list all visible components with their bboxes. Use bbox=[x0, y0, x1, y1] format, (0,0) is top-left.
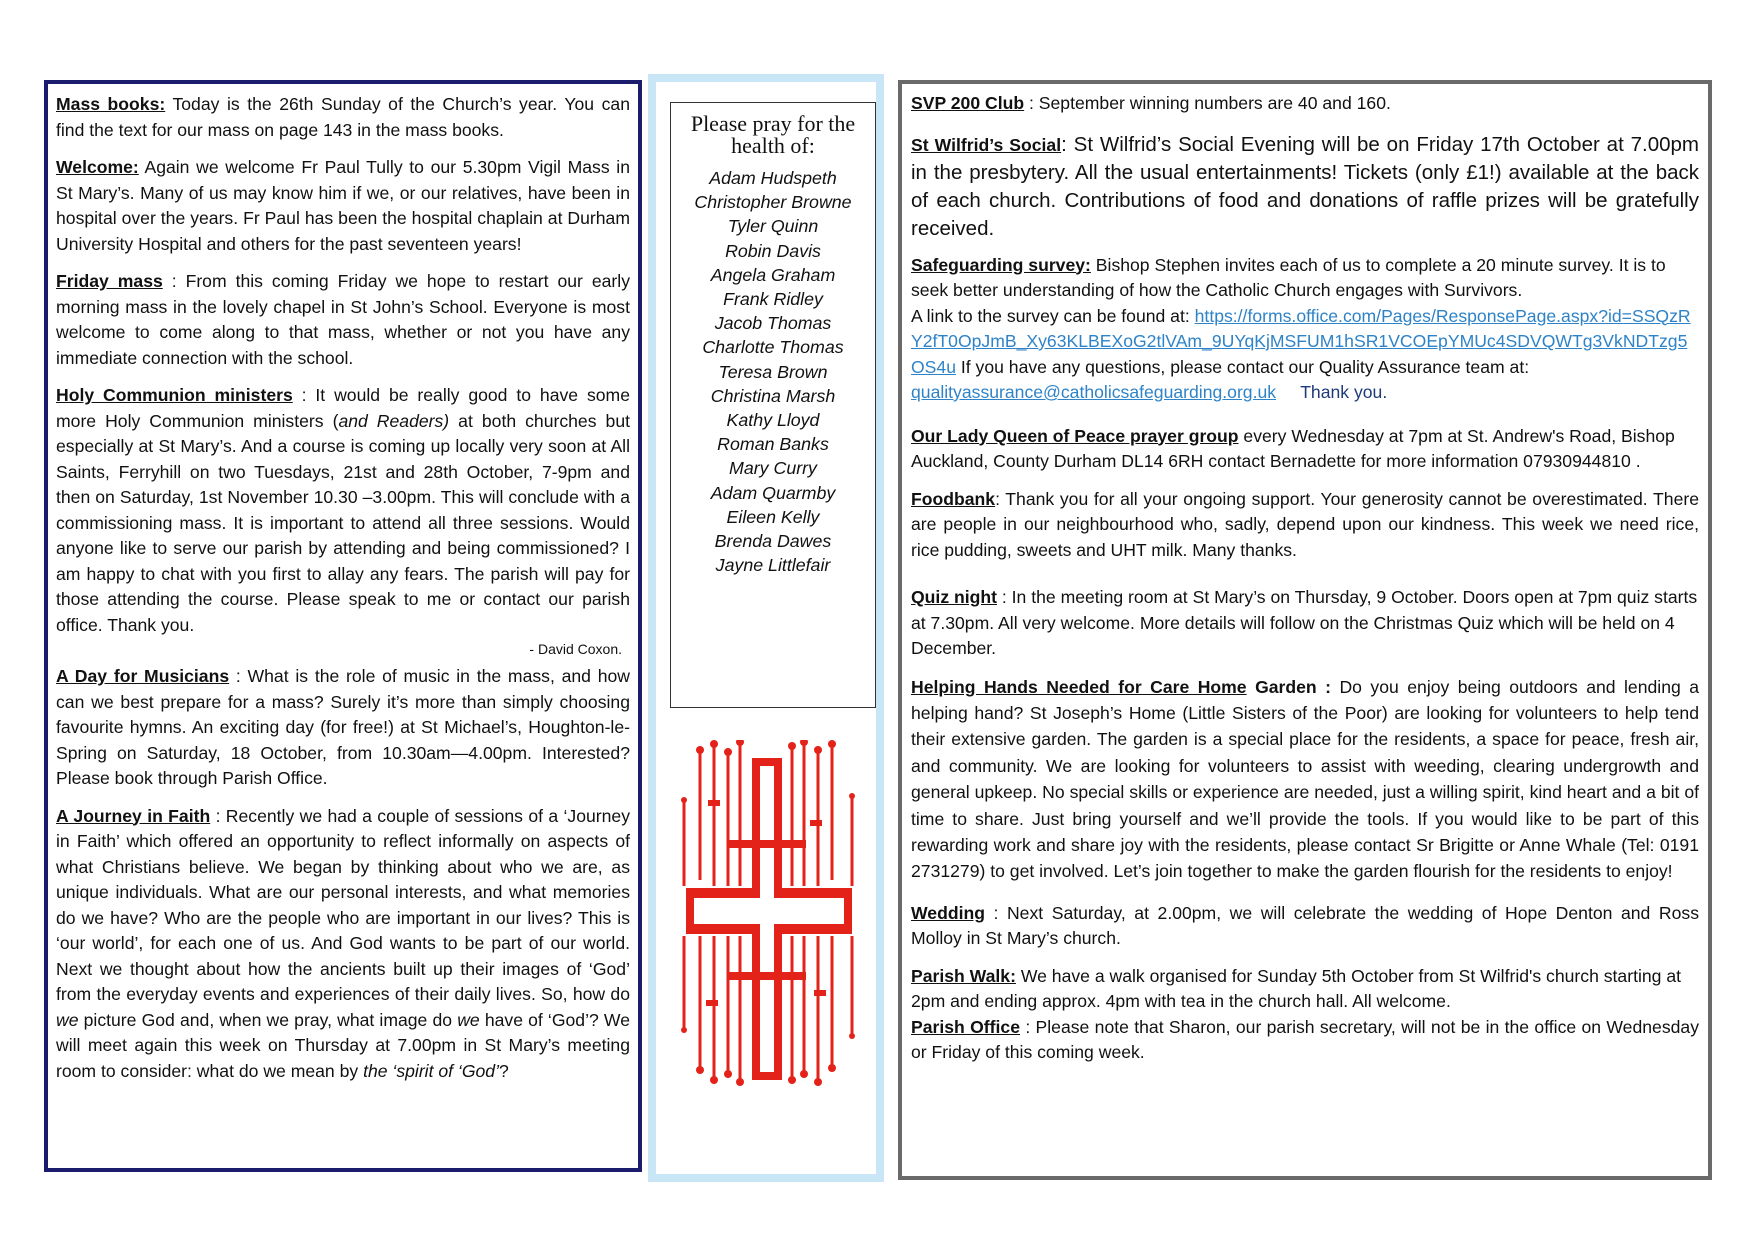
prayer-name: Tyler Quinn bbox=[727, 216, 819, 237]
parish-walk-heading: Parish Walk: bbox=[911, 965, 1016, 986]
journey-we-2: we bbox=[457, 1009, 480, 1030]
right-column bbox=[898, 80, 1712, 1180]
wilfrid-notice bbox=[911, 131, 1699, 243]
prayer-group-heading: Our Lady Queen of Peace prayer group bbox=[911, 425, 1239, 446]
mass-books-text: Today is the 26th Sunday of the Church’s year. You can find the text for our mass on page 143 in the mass books. bbox=[56, 94, 630, 140]
mass-books-heading: Mass books: bbox=[56, 94, 166, 114]
cross-graphic bbox=[680, 740, 858, 1086]
prayer-group-notice bbox=[911, 424, 1699, 475]
mass-books-notice bbox=[56, 92, 630, 143]
wilfrid-heading: St Wilfrid’s Social bbox=[911, 134, 1062, 155]
journey-text-3: have of ‘God’? We will meet again this week on Thursday at 7.00pm in St Mary’s meeting room to consider: what do we mean by bbox=[56, 1009, 630, 1081]
safeguarding-notice bbox=[911, 253, 1699, 406]
safeguarding-email-link[interactable]: qualityassurance@catholicsafeguarding.org.uk bbox=[911, 382, 1277, 402]
musicians-notice bbox=[56, 664, 630, 792]
safeguarding-link-intro: A link to the survey can be found at: bbox=[911, 305, 1195, 326]
safeguarding-heading: Safeguarding survey: bbox=[911, 254, 1091, 275]
middle-column bbox=[648, 74, 884, 1182]
survey-link[interactable]: https://forms.office.com/Pages/ResponsePage.aspx?id=SSQzRY2fT0OpJmB_Xy63KLBEXoG2tlVAm_9UYqKjMSFUM1hSR1VCOEpYMUc4SDVQWTg3VkNDTzg5OS4u bbox=[911, 305, 1691, 377]
parish-office-heading: Parish Office bbox=[911, 1016, 1020, 1037]
prayer-name: Teresa Brown bbox=[718, 361, 828, 382]
prayer-name: Kathy Lloyd bbox=[726, 410, 820, 431]
journey-text-2: picture God and, when we pray, what image do bbox=[78, 1009, 458, 1030]
holy-communion-text-a: : It would be really good to have some more Holy Communion ministers ( bbox=[56, 385, 630, 431]
wedding-notice bbox=[911, 901, 1699, 952]
helping-hands-heading-b: Garden : bbox=[1246, 676, 1331, 697]
prayer-list-title: Please pray for the health of: bbox=[690, 111, 856, 158]
prayer-name: Roman Banks bbox=[717, 434, 829, 455]
holy-communion-italic: and Readers) bbox=[338, 410, 450, 431]
friday-mass-heading: Friday mass bbox=[56, 271, 163, 291]
svp-heading: SVP 200 Club bbox=[911, 93, 1025, 113]
foodbank-notice bbox=[911, 487, 1699, 564]
holy-communion-text-b: at both churches but especially at St Mary’s. And a course is coming up locally very soon at All Saints, Ferryhill on two Tuesdays, 21st and 28th October, 7-9pm and then on Saturday, 1st November 10.30 –3.00pm. This will conclude with a commissioning mass. It is important to attend all three sessions. Would anyone like to serve our parish by attending and being commissioned? I am happy to chat with you first to allay any fears. The parish will pay for those attending the course. Please speak to me or contact our parish office. Thank you. bbox=[56, 410, 630, 635]
prayer-group-text: every Wednesday at 7pm at St. Andrew's Road, Bishop Auckland, County Durham DL14 6RH contact Bernadette for more information 07930944810 . bbox=[911, 425, 1675, 471]
parish-office-text: : Please note that Sharon, our parish secretary, will not be in the office on Wednesday or Friday of this coming week. bbox=[911, 1016, 1699, 1063]
prayer-name: Eileen Kelly bbox=[726, 506, 820, 527]
helping-hands-heading: Helping Hands Needed for Care Home bbox=[911, 676, 1247, 697]
prayer-list-box bbox=[670, 102, 876, 708]
wilfrid-text: : St Wilfrid’s Social Evening will be on Friday 17th October at 7.00pm in the presbytery. All the usual entertainments! Tickets (only £1!) available at the back of each church. Contributions of food and donations of raffle prizes will be gratefully received. bbox=[911, 132, 1699, 240]
safeguarding-thanks: Thank you. bbox=[1300, 382, 1388, 402]
prayer-name: Christopher Browne bbox=[694, 192, 852, 213]
prayer-name: Charlotte Thomas bbox=[702, 337, 844, 358]
parish-walk-text: We have a walk organised for Sunday 5th October from St Wilfrid's church starting at 2pm and ending approx. 4pm with tea in the church hall. All welcome. bbox=[911, 965, 1682, 1012]
quiz-heading: Quiz night bbox=[911, 587, 997, 607]
prayer-name: Christina Marsh bbox=[710, 385, 836, 406]
holy-communion-heading: Holy Communion ministers bbox=[56, 385, 293, 405]
svp-text: : September winning numbers are 40 and 160. bbox=[1024, 93, 1391, 113]
journey-spirit: the ‘spirit of ‘God’ bbox=[363, 1060, 500, 1081]
musicians-text: : What is the role of music in the mass, and how can we best prepare for a mass? Surely it’s more than simply choosing favourite hymns. An exciting day (for free!) at St Michael’s, Houghton-le-Spring on Saturday, 18 October, from 10.30am—4.00pm. Interested? Please book through Parish Office. bbox=[56, 666, 630, 788]
quiz-text: : In the meeting room at St Mary’s on Thursday, 9 October. Doors open at 7pm quiz starts at 7.30pm. All very welcome. More details will follow on the Christmas Quiz which will be held on 4 December. bbox=[911, 587, 1698, 658]
safeguarding-after-link: If you have any questions, please contact our Quality Assurance team at: bbox=[956, 356, 1530, 377]
prayer-name: Jacob Thomas bbox=[714, 313, 832, 334]
welcome-text: Again we welcome Fr Paul Tully to our 5.30pm Vigil Mass in St Mary’s. Many of us may know him if we, or our relatives, have been in hospital over the years. Fr Paul has been the hospital chaplain at Durham University Hospital and others for the past seventeen years! bbox=[56, 157, 630, 254]
friday-mass-text: : From this coming Friday we hope to restart our early morning mass in the lovely chapel in St John’s School. Everyone is most welcome to come along to that mass, whether or not you have any immediate connection with the school. bbox=[56, 271, 631, 368]
journey-notice bbox=[56, 804, 630, 1085]
foodbank-heading: Foodbank bbox=[911, 488, 996, 509]
foodbank-text: : Thank you for all your ongoing support. Your generosity cannot be overestimated. There are people in our neighbourhood who, sadly, depend upon our kindness. This week we need rice, rice pudding, sweets and UHT milk. Many thanks. bbox=[911, 488, 1699, 560]
journey-text-1: : Recently we had a couple of sessions of a ‘Journey in Faith’ which offered an opportunity to reflect informally on aspects of what Christians believe. We began by thinking about who we are, as unique individuals. What are our personal interests, and what memories do we have? Who are the people who are important in our lives? This is ‘our world’, for each one of us. And God wants to be part of our world. Next we thought about how the ancients built up their images of ‘God’ from the everyday events and experiences of their daily lives. So, how do bbox=[56, 805, 630, 1004]
prayer-name: Brenda Dawes bbox=[714, 531, 832, 552]
quiz-notice bbox=[911, 585, 1699, 662]
prayer-name: Frank Ridley bbox=[723, 289, 823, 310]
parish-walk-notice bbox=[911, 964, 1699, 1015]
signature: - David Coxon. bbox=[529, 641, 622, 657]
helping-hands-notice bbox=[911, 674, 1699, 885]
prayer-name: Angela Graham bbox=[710, 264, 836, 285]
svp-notice bbox=[911, 91, 1699, 117]
parish-office-notice bbox=[911, 1015, 1699, 1066]
prayer-name: Adam Hudspeth bbox=[709, 168, 837, 188]
musicians-heading: A Day for Musicians bbox=[56, 666, 230, 686]
journey-text-4: ? bbox=[499, 1060, 509, 1081]
prayer-name: Jayne Littlefair bbox=[715, 555, 831, 576]
helping-hands-text: Do you enjoy being outdoors and lending a helping hand? St Joseph’s Home (Little Sisters of the Poor) are looking for volunteers to help tend their extensive garden. The garden is a special place for the residents, a space for peace, fresh air, and community. We are looking for volunteers to assist with weeding, clearing undergrowth and general upkeep. No special skills or experience are needed, just a willing spirit, kind heart and a bit of time to share. Just bring yourself and we’ll provide the tools. If you would like to be part of this rewarding work and share joy with the residents, please contact Sr Brigitte or Anne Whale (Tel: 0191 2731279) to get involved. Let’s join together to make the garden flourish for the residents to enjoy! bbox=[911, 676, 1700, 882]
prayer-name: Mary Curry bbox=[729, 458, 817, 479]
cross-icon bbox=[680, 740, 858, 1086]
journey-heading: A Journey in Faith bbox=[56, 805, 211, 826]
prayer-names bbox=[671, 166, 875, 577]
welcome-notice bbox=[56, 155, 630, 257]
wedding-heading: Wedding bbox=[911, 902, 985, 923]
left-column bbox=[44, 80, 642, 1172]
welcome-heading: Welcome: bbox=[56, 157, 139, 177]
friday-mass-notice bbox=[56, 269, 630, 371]
prayer-name: Robin Davis bbox=[725, 240, 821, 261]
prayer-name: Adam Quarmby bbox=[710, 482, 836, 503]
journey-we-1: we bbox=[56, 1009, 79, 1030]
holy-communion-notice bbox=[56, 383, 630, 638]
wedding-text: : Next Saturday, at 2.00pm, we will celebrate the wedding of Hope Denton and Ross Molloy in St Mary’s church. bbox=[911, 902, 1699, 949]
safeguarding-text: Bishop Stephen invites each of us to complete a 20 minute survey. It is to seek better understanding of how the Catholic Church engages with Survivors. bbox=[911, 254, 1666, 300]
